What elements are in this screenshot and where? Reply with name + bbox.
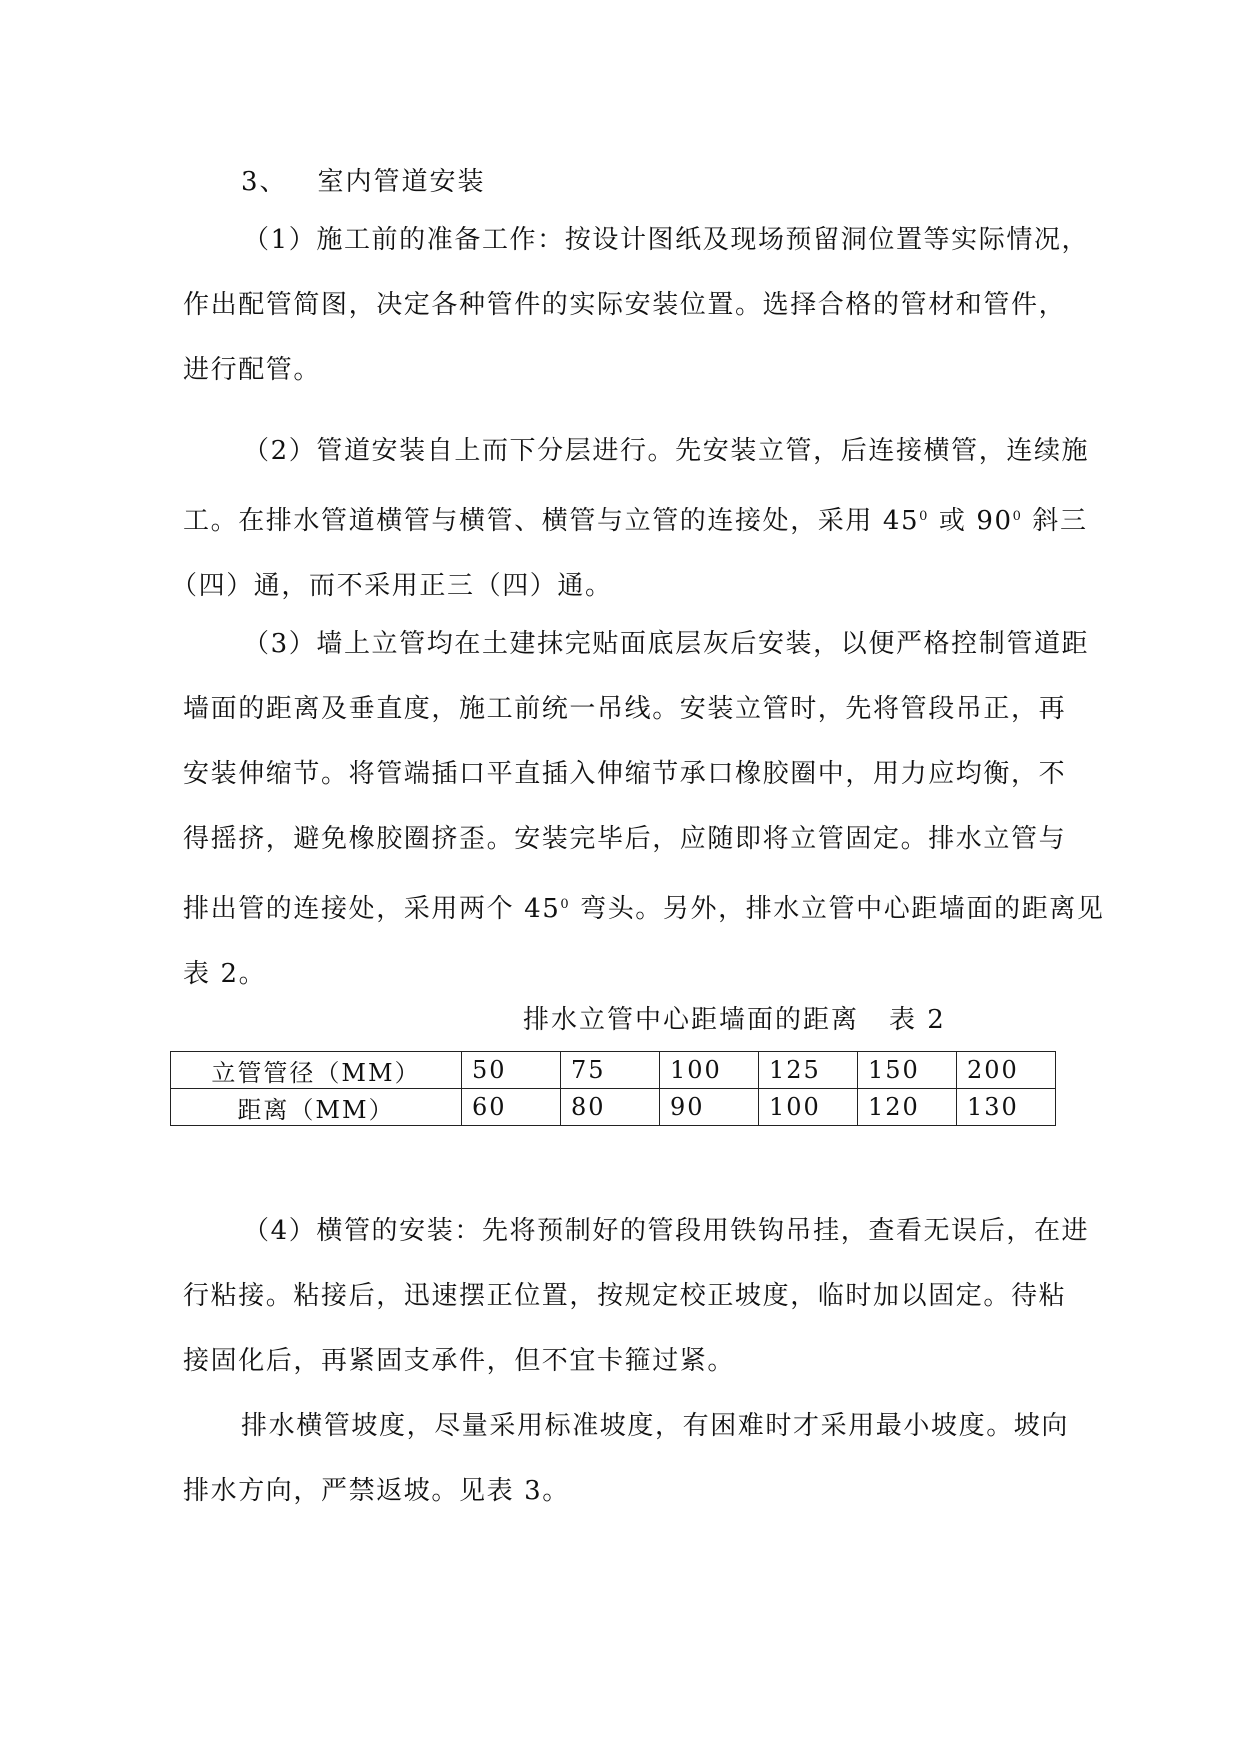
text-segment: 工。在排水管道横管与横管、横管与立管的连接处，采用 45 [183, 506, 920, 536]
table-caption-text: 排水立管中心距墙面的距离 [523, 1005, 860, 1035]
paragraph-line: 表 2。 [183, 959, 267, 989]
row-header: 立管管径（MM） [171, 1052, 462, 1089]
table-caption [523, 1003, 946, 1037]
degree-superscript: 0 [1012, 509, 1023, 524]
paragraph-line: 接固化后，再紧固支承件，但不宜卡箍过紧。 [183, 1346, 736, 1376]
paragraph-5 [183, 1394, 1113, 1524]
table-cell: 60 [462, 1089, 561, 1126]
table-cell: 130 [957, 1089, 1056, 1126]
table-cell: 150 [858, 1052, 957, 1089]
paragraph-4 [183, 1199, 1113, 1394]
paragraph-line: （4）横管的安装：先将预制好的管段用铁钩吊挂，查看无误后，在进 [243, 1216, 1090, 1246]
section-number: 3、 [241, 167, 288, 197]
paragraph-3 [183, 612, 1113, 1007]
text-segment: 斜三 [1022, 506, 1088, 536]
table-number: 表 2 [889, 1005, 946, 1035]
table-cell: 80 [561, 1089, 660, 1126]
degree-superscript: 0 [919, 509, 930, 524]
paragraph-line: 墙面的距离及垂直度，施工前统一吊线。安装立管时，先将管段吊正，再 [183, 694, 1067, 724]
paragraph-line: （3）墙上立管均在土建抹完贴面底层灰后安装，以便严格控制管道距 [243, 629, 1090, 659]
table-cell: 50 [462, 1052, 561, 1089]
paragraph-line: 得摇挤，避免橡胶圈挤歪。安装完毕后，应随即将立管固定。排水立管与 [183, 824, 1067, 854]
paragraph-line: 行粘接。粘接后，迅速摆正位置，按规定校正坡度，临时加以固定。待粘 [183, 1281, 1067, 1311]
paragraph-line [183, 872, 1113, 942]
text-segment: 或 90 [929, 506, 1013, 536]
text-segment: 弯头。另外，排水立管中心距墙面的距离见 [570, 894, 1105, 924]
section-heading [241, 165, 486, 199]
table-cell: 125 [759, 1052, 858, 1089]
row-header: 距离（MM） [171, 1089, 462, 1126]
paragraph-line: （2）管道安装自上而下分层进行。先安装立管，后连接横管，连续施 [243, 436, 1090, 466]
table-cell: 90 [660, 1089, 759, 1126]
table-row [171, 1089, 1056, 1126]
section-title: 室内管道安装 [317, 167, 486, 197]
table-cell: 100 [660, 1052, 759, 1089]
table-cell: 120 [858, 1089, 957, 1126]
paragraph-line: （1）施工前的准备工作：按设计图纸及现场预留洞位置等实际情况， [243, 225, 1090, 255]
paragraph-line: 作出配管简图，决定各种管件的实际安装位置。选择合格的管材和管件， [183, 290, 1067, 320]
paragraph-2 [171, 419, 1113, 619]
paragraph-1 [183, 208, 1113, 403]
paragraph-line: 排水方向，严禁返坡。见表 3。 [183, 1476, 570, 1506]
paragraph-line: 安装伸缩节。将管端插口平直插入伸缩节承口橡胶圈中，用力应均衡，不 [183, 759, 1067, 789]
paragraph-line [183, 484, 1113, 554]
table-row [171, 1052, 1056, 1089]
text-segment: 排出管的连接处，采用两个 45 [183, 894, 561, 924]
paragraph-line: （四）通，而不采用正三（四）通。 [171, 571, 613, 601]
table-cell: 200 [957, 1052, 1056, 1089]
paragraph-line: 进行配管。 [183, 355, 322, 385]
table-cell: 75 [561, 1052, 660, 1089]
paragraph-line: 排水横管坡度，尽量采用标准坡度，有困难时才采用最小坡度。坡向 [241, 1411, 1070, 1441]
degree-superscript: 0 [560, 897, 571, 912]
distance-table [170, 1051, 1056, 1126]
table-cell: 100 [759, 1089, 858, 1126]
